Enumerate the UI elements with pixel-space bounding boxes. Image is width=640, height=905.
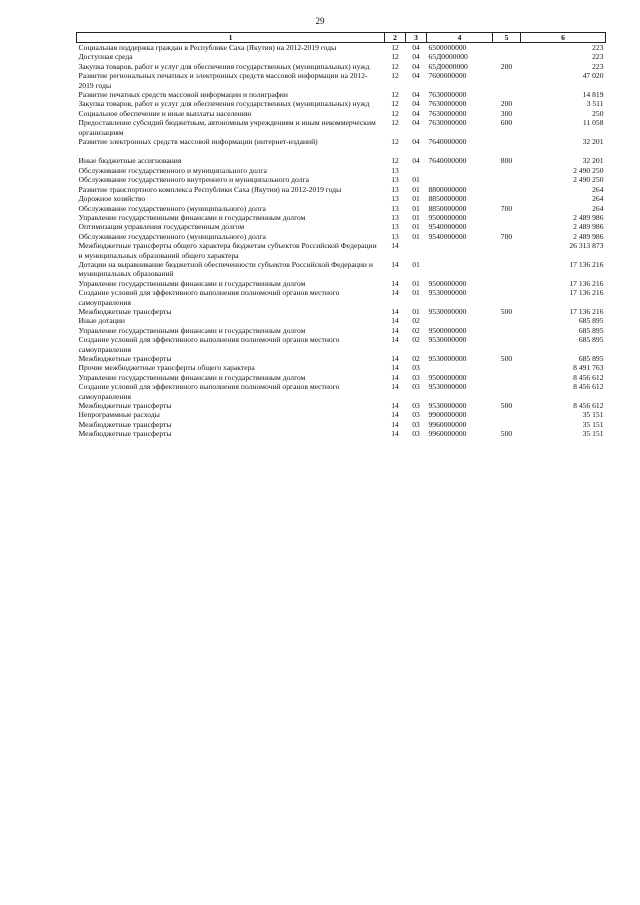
subsection-code: 03 bbox=[412, 401, 420, 411]
subsection-code: 02 bbox=[412, 325, 420, 335]
expense-type-code bbox=[493, 335, 521, 354]
amount: 223 bbox=[592, 43, 604, 52]
amount: 35 151 bbox=[582, 429, 604, 439]
subsection-code: 02 bbox=[412, 354, 420, 363]
subsection-code bbox=[406, 166, 427, 175]
target-article-code: 9530000000 bbox=[428, 335, 467, 345]
expense-type-code bbox=[493, 279, 521, 288]
expense-type-code: 300 bbox=[500, 108, 513, 118]
amount: 8 456 612 bbox=[573, 372, 604, 382]
expense-type-code bbox=[493, 213, 521, 222]
subsection-code: 02 bbox=[412, 335, 420, 345]
table-row bbox=[77, 373, 606, 382]
amount: 17 136 216 bbox=[569, 278, 604, 288]
subsection-code: 04 bbox=[412, 43, 420, 52]
section-code: 14 bbox=[391, 363, 399, 373]
table-row bbox=[77, 429, 606, 438]
section-code: 14 bbox=[391, 354, 399, 363]
item-name: Развитие региональных печатных и электронных средств массовой информации на 2012-2019 годы bbox=[78, 71, 368, 90]
table-row bbox=[77, 109, 606, 118]
table-row bbox=[77, 71, 606, 90]
subsection-code: 04 bbox=[412, 118, 420, 128]
expense-type-code: 500 bbox=[500, 429, 513, 439]
item-name: Непрограммные расходы bbox=[78, 410, 160, 420]
table-row bbox=[77, 401, 606, 410]
section-code: 12 bbox=[391, 71, 399, 81]
target-article-code: 9500000000 bbox=[428, 325, 467, 335]
section-code: 12 bbox=[391, 43, 399, 52]
table-row bbox=[77, 175, 606, 184]
table-row bbox=[77, 213, 606, 222]
budget-table bbox=[76, 32, 606, 439]
table-row bbox=[77, 62, 606, 71]
section-code: 13 bbox=[391, 203, 399, 213]
expense-type-code: 200 bbox=[500, 99, 513, 109]
target-article-code: 7630000000 bbox=[428, 90, 467, 100]
expense-type-code bbox=[493, 410, 521, 419]
expense-type-code bbox=[493, 166, 521, 175]
section-code: 13 bbox=[391, 184, 399, 194]
column-header: 6 bbox=[521, 33, 606, 43]
table-row bbox=[77, 288, 606, 307]
table-row bbox=[77, 118, 606, 137]
section-code: 14 bbox=[391, 401, 399, 411]
section-code: 14 bbox=[391, 372, 399, 382]
section-code: 12 bbox=[391, 108, 399, 118]
subsection-code: 01 bbox=[412, 184, 420, 194]
expense-type-code bbox=[493, 373, 521, 382]
target-article-code: 6500000000 bbox=[428, 43, 467, 52]
subsection-code: 03 bbox=[412, 363, 420, 373]
section-code: 14 bbox=[391, 419, 399, 429]
expense-type-code bbox=[493, 260, 521, 279]
section-code: 12 bbox=[391, 61, 399, 71]
amount: 8 456 612 bbox=[573, 382, 604, 392]
table-row bbox=[77, 99, 606, 108]
amount: 3 511 bbox=[586, 99, 604, 109]
table-row bbox=[77, 137, 606, 146]
section-code: 14 bbox=[391, 335, 399, 345]
expense-type-code: 600 bbox=[500, 118, 513, 128]
item-name: Обслуживание государственного внутреннего и муниципального долга bbox=[78, 175, 309, 185]
item-name: Закупка товаров, работ и услуг для обеспечения государственных (муниципальных) нужд bbox=[78, 61, 370, 71]
subsection-code: 04 bbox=[412, 61, 420, 71]
subsection-code: 04 bbox=[412, 99, 420, 109]
item-name: Управление государственными финансами и государственным долгом bbox=[78, 212, 306, 222]
item-name: Создание условий для эффективного выполнения полномочий органов местного самоуправления bbox=[78, 335, 340, 354]
expense-type-code: 500 bbox=[500, 354, 513, 363]
subsection-code: 01 bbox=[412, 288, 420, 298]
table-row bbox=[77, 194, 606, 203]
amount: 35 151 bbox=[582, 410, 604, 420]
expense-type-code bbox=[493, 185, 521, 194]
amount: 2 489 986 bbox=[573, 222, 604, 232]
item-name: Закупка товаров, работ и услуг для обеспечения государственных (муниципальных) нужд bbox=[78, 99, 370, 109]
expense-type-code: 700 bbox=[500, 231, 513, 241]
item-name: Обслуживание государственного (муниципального) долга bbox=[78, 203, 266, 213]
target-article-code: 8800000000 bbox=[428, 184, 467, 194]
section-code: 14 bbox=[391, 429, 399, 439]
section-code: 12 bbox=[391, 52, 399, 62]
subsection-code: 01 bbox=[412, 259, 420, 269]
item-name: Доступная среда bbox=[78, 52, 133, 62]
target-article-code: 7630000000 bbox=[428, 108, 467, 118]
target-article-code: 7640000000 bbox=[428, 137, 467, 147]
section-code: 12 bbox=[391, 118, 399, 128]
target-article-code: 9530000000 bbox=[428, 306, 467, 316]
amount: 264 bbox=[592, 194, 604, 204]
item-name: Прочие межбюджетные трансферты общего характера bbox=[78, 363, 255, 373]
table-row bbox=[77, 204, 606, 213]
item-name: Оптимизация управления государственным долгом bbox=[78, 222, 245, 232]
subsection-code: 04 bbox=[412, 108, 420, 118]
amount: 264 bbox=[592, 203, 604, 213]
item-name: Иные бюджетные ассигнования bbox=[78, 156, 182, 166]
spacer-row bbox=[77, 146, 606, 156]
section-code: 14 bbox=[391, 241, 399, 251]
target-article-code: 9530000000 bbox=[428, 401, 467, 411]
subsection-code: 03 bbox=[412, 419, 420, 429]
section-code: 13 bbox=[391, 222, 399, 232]
subsection-code: 03 bbox=[412, 372, 420, 382]
target-article-code: 7630000000 bbox=[428, 118, 467, 128]
section-code: 14 bbox=[391, 325, 399, 335]
subsection-code: 01 bbox=[412, 175, 420, 185]
table-row bbox=[77, 382, 606, 401]
expense-type-code: 500 bbox=[500, 401, 513, 411]
subsection-code: 01 bbox=[412, 222, 420, 232]
amount: 2 489 986 bbox=[573, 212, 604, 222]
column-header: 1 bbox=[77, 33, 385, 43]
item-name: Межбюджетные трансферты общего характера бюджетам субъектов Российской Федерации и муниципальных образований общего характера bbox=[78, 241, 377, 260]
target-article-code: 7630000000 bbox=[428, 99, 467, 109]
target-article-code bbox=[427, 316, 493, 325]
item-name: Межбюджетные трансферты bbox=[78, 401, 172, 411]
page-number: 29 bbox=[315, 16, 325, 26]
expense-type-code bbox=[493, 52, 521, 61]
item-name: Создание условий для эффективного выполнения полномочий органов местного самоуправления bbox=[78, 382, 340, 401]
table-row bbox=[77, 354, 606, 363]
amount: 17 136 216 bbox=[569, 288, 604, 298]
item-name: Обслуживание государственного и муниципального долга bbox=[78, 165, 267, 175]
table-row bbox=[77, 279, 606, 288]
item-name: Развитие транспортного комплекса Республики Саха (Якутия) на 2012-2019 годы bbox=[78, 184, 342, 194]
spacer-cell bbox=[77, 146, 606, 156]
subsection-code: 04 bbox=[412, 52, 420, 62]
subsection-code: 04 bbox=[412, 156, 420, 166]
section-code: 13 bbox=[391, 231, 399, 241]
amount: 26 313 873 bbox=[569, 241, 604, 251]
item-name: Дорожное хозяйство bbox=[78, 194, 146, 204]
amount: 685 895 bbox=[578, 325, 604, 335]
table-row bbox=[77, 222, 606, 231]
expense-type-code: 500 bbox=[500, 306, 513, 316]
item-name: Межбюджетные трансферты bbox=[78, 429, 172, 439]
target-article-code: 9960000000 bbox=[428, 429, 467, 439]
target-article-code: 8850000000 bbox=[428, 203, 467, 213]
expense-type-code: 700 bbox=[500, 203, 513, 213]
table-row bbox=[77, 316, 606, 325]
amount: 35 151 bbox=[582, 419, 604, 429]
section-code: 13 bbox=[391, 175, 399, 185]
amount: 47 020 bbox=[582, 71, 604, 81]
section-code: 14 bbox=[391, 288, 399, 298]
subsection-code bbox=[406, 241, 427, 260]
amount: 32 201 bbox=[582, 137, 604, 147]
table-row bbox=[77, 420, 606, 429]
target-article-code: 9530000000 bbox=[428, 288, 467, 298]
item-name: Развитие электронных средств массовой информации (интернет-изданий) bbox=[78, 137, 318, 147]
section-code: 13 bbox=[391, 212, 399, 222]
target-article-code: 9540000000 bbox=[428, 222, 467, 232]
table-row bbox=[77, 335, 606, 354]
amount: 17 136 216 bbox=[569, 306, 604, 316]
subsection-code: 01 bbox=[412, 212, 420, 222]
item-name: Управление государственными финансами и государственным долгом bbox=[78, 325, 306, 335]
section-code: 14 bbox=[391, 316, 399, 326]
expense-type-code: 200 bbox=[500, 61, 513, 71]
section-code: 12 bbox=[391, 156, 399, 166]
table-row bbox=[77, 156, 606, 165]
amount: 264 bbox=[592, 184, 604, 194]
table-header-row bbox=[77, 33, 606, 43]
table-row bbox=[77, 232, 606, 241]
expense-type-code bbox=[493, 71, 521, 90]
target-article-code: 65Д0000000 bbox=[428, 61, 468, 71]
amount: 223 bbox=[592, 52, 604, 62]
item-name: Создание условий для эффективного выполнения полномочий органов местного самоуправления bbox=[78, 288, 340, 307]
item-name: Обслуживание государственного (муниципального) долга bbox=[78, 231, 266, 241]
amount: 11 058 bbox=[582, 118, 604, 128]
subsection-code: 03 bbox=[412, 382, 420, 392]
section-code: 14 bbox=[391, 306, 399, 316]
table-row bbox=[77, 90, 606, 99]
amount: 223 bbox=[592, 61, 604, 71]
expense-type-code bbox=[493, 326, 521, 335]
amount: 8 491 763 bbox=[573, 363, 604, 373]
table-row bbox=[77, 52, 606, 61]
target-article-code bbox=[427, 166, 493, 175]
subsection-code: 04 bbox=[412, 90, 420, 100]
target-article-code: 9500000000 bbox=[428, 372, 467, 382]
table-row bbox=[77, 326, 606, 335]
target-article-code bbox=[427, 175, 493, 184]
expense-type-code bbox=[493, 420, 521, 429]
section-code: 12 bbox=[391, 99, 399, 109]
table-row bbox=[77, 241, 606, 260]
target-article-code bbox=[427, 363, 493, 372]
table-row bbox=[77, 166, 606, 175]
section-code: 14 bbox=[391, 382, 399, 392]
item-name: Предоставление субсидий бюджетным, автономным учреждениям и иным некоммерческим организациям bbox=[78, 118, 376, 137]
item-name: Иные дотации bbox=[78, 316, 125, 326]
item-name: Управление государственными финансами и государственным долгом bbox=[78, 372, 306, 382]
subsection-code: 04 bbox=[412, 137, 420, 147]
section-code: 13 bbox=[391, 194, 399, 204]
table-row bbox=[77, 363, 606, 372]
target-article-code: 7640000000 bbox=[428, 156, 467, 166]
expense-type-code bbox=[493, 137, 521, 146]
expense-type-code bbox=[493, 90, 521, 99]
table-body bbox=[77, 43, 606, 439]
target-article-code: 9530000000 bbox=[428, 382, 467, 392]
target-article-code bbox=[427, 260, 493, 279]
item-name: Социальное обеспечение и иные выплаты населению bbox=[78, 108, 252, 118]
expense-type-code bbox=[493, 382, 521, 401]
target-article-code: 65Д0000000 bbox=[428, 52, 468, 62]
subsection-code: 03 bbox=[412, 410, 420, 420]
amount: 17 136 216 bbox=[569, 259, 604, 269]
subsection-code: 03 bbox=[412, 429, 420, 439]
amount: 2 490 250 bbox=[573, 175, 604, 185]
column-header: 5 bbox=[493, 33, 521, 43]
subsection-code: 01 bbox=[412, 278, 420, 288]
expense-type-code bbox=[493, 194, 521, 203]
section-code: 14 bbox=[391, 259, 399, 269]
expense-type-code bbox=[493, 175, 521, 184]
target-article-code: 9530000000 bbox=[428, 354, 467, 363]
table-row bbox=[77, 43, 606, 53]
expense-type-code bbox=[493, 43, 521, 53]
item-name: Дотации на выравнивание бюджетной обеспеченности субъектов Российской Федерации и муниципальных образований bbox=[78, 259, 373, 279]
expense-type-code bbox=[493, 363, 521, 372]
target-article-code: 8850000000 bbox=[428, 194, 467, 204]
column-header: 2 bbox=[385, 33, 406, 43]
item-name: Развитие печатных средств массовой информации и полиграфии bbox=[78, 90, 288, 100]
target-article-code: 9540000000 bbox=[428, 231, 467, 241]
column-header: 3 bbox=[406, 33, 427, 43]
amount: 2 490 250 bbox=[573, 165, 604, 175]
expense-type-code bbox=[493, 316, 521, 325]
column-header: 4 bbox=[427, 33, 493, 43]
section-code: 14 bbox=[391, 278, 399, 288]
section-code: 13 bbox=[391, 165, 399, 175]
section-code: 14 bbox=[391, 410, 399, 420]
amount: 2 489 986 bbox=[573, 231, 604, 241]
target-article-code: 9900000000 bbox=[428, 410, 467, 420]
target-article-code bbox=[427, 241, 493, 260]
expense-type-code: 800 bbox=[500, 156, 513, 166]
item-name: Межбюджетные трансферты bbox=[78, 306, 172, 316]
expense-type-code bbox=[493, 241, 521, 260]
subsection-code: 01 bbox=[412, 231, 420, 241]
amount: 8 456 612 bbox=[573, 401, 604, 411]
subsection-code: 01 bbox=[412, 194, 420, 204]
amount: 685 895 bbox=[578, 316, 604, 326]
amount: 685 895 bbox=[578, 354, 604, 363]
target-article-code: 7600000000 bbox=[428, 71, 467, 81]
amount: 685 895 bbox=[578, 335, 604, 345]
section-code: 12 bbox=[391, 90, 399, 100]
item-name: Межбюджетные трансферты bbox=[78, 354, 172, 363]
expense-type-code bbox=[493, 222, 521, 231]
table-row bbox=[77, 307, 606, 316]
item-name: Социальная поддержка граждан в Республике Саха (Якутия) на 2012-2019 годы bbox=[78, 43, 337, 52]
amount: 250 bbox=[592, 108, 604, 118]
target-article-code: 9500000000 bbox=[428, 212, 467, 222]
item-name: Управление государственными финансами и государственным долгом bbox=[78, 278, 306, 288]
subsection-code: 04 bbox=[412, 71, 420, 81]
item-name: Межбюджетные трансферты bbox=[78, 419, 172, 429]
target-article-code: 9500000000 bbox=[428, 278, 467, 288]
subsection-code: 01 bbox=[412, 306, 420, 316]
expense-type-code bbox=[493, 288, 521, 307]
table-row bbox=[77, 410, 606, 419]
table-row bbox=[77, 185, 606, 194]
amount: 14 819 bbox=[582, 90, 604, 100]
target-article-code: 9960000000 bbox=[428, 419, 467, 429]
subsection-code: 02 bbox=[412, 316, 420, 326]
subsection-code: 01 bbox=[412, 203, 420, 213]
amount: 32 201 bbox=[582, 156, 604, 166]
table-row bbox=[77, 260, 606, 279]
section-code: 12 bbox=[391, 137, 399, 147]
